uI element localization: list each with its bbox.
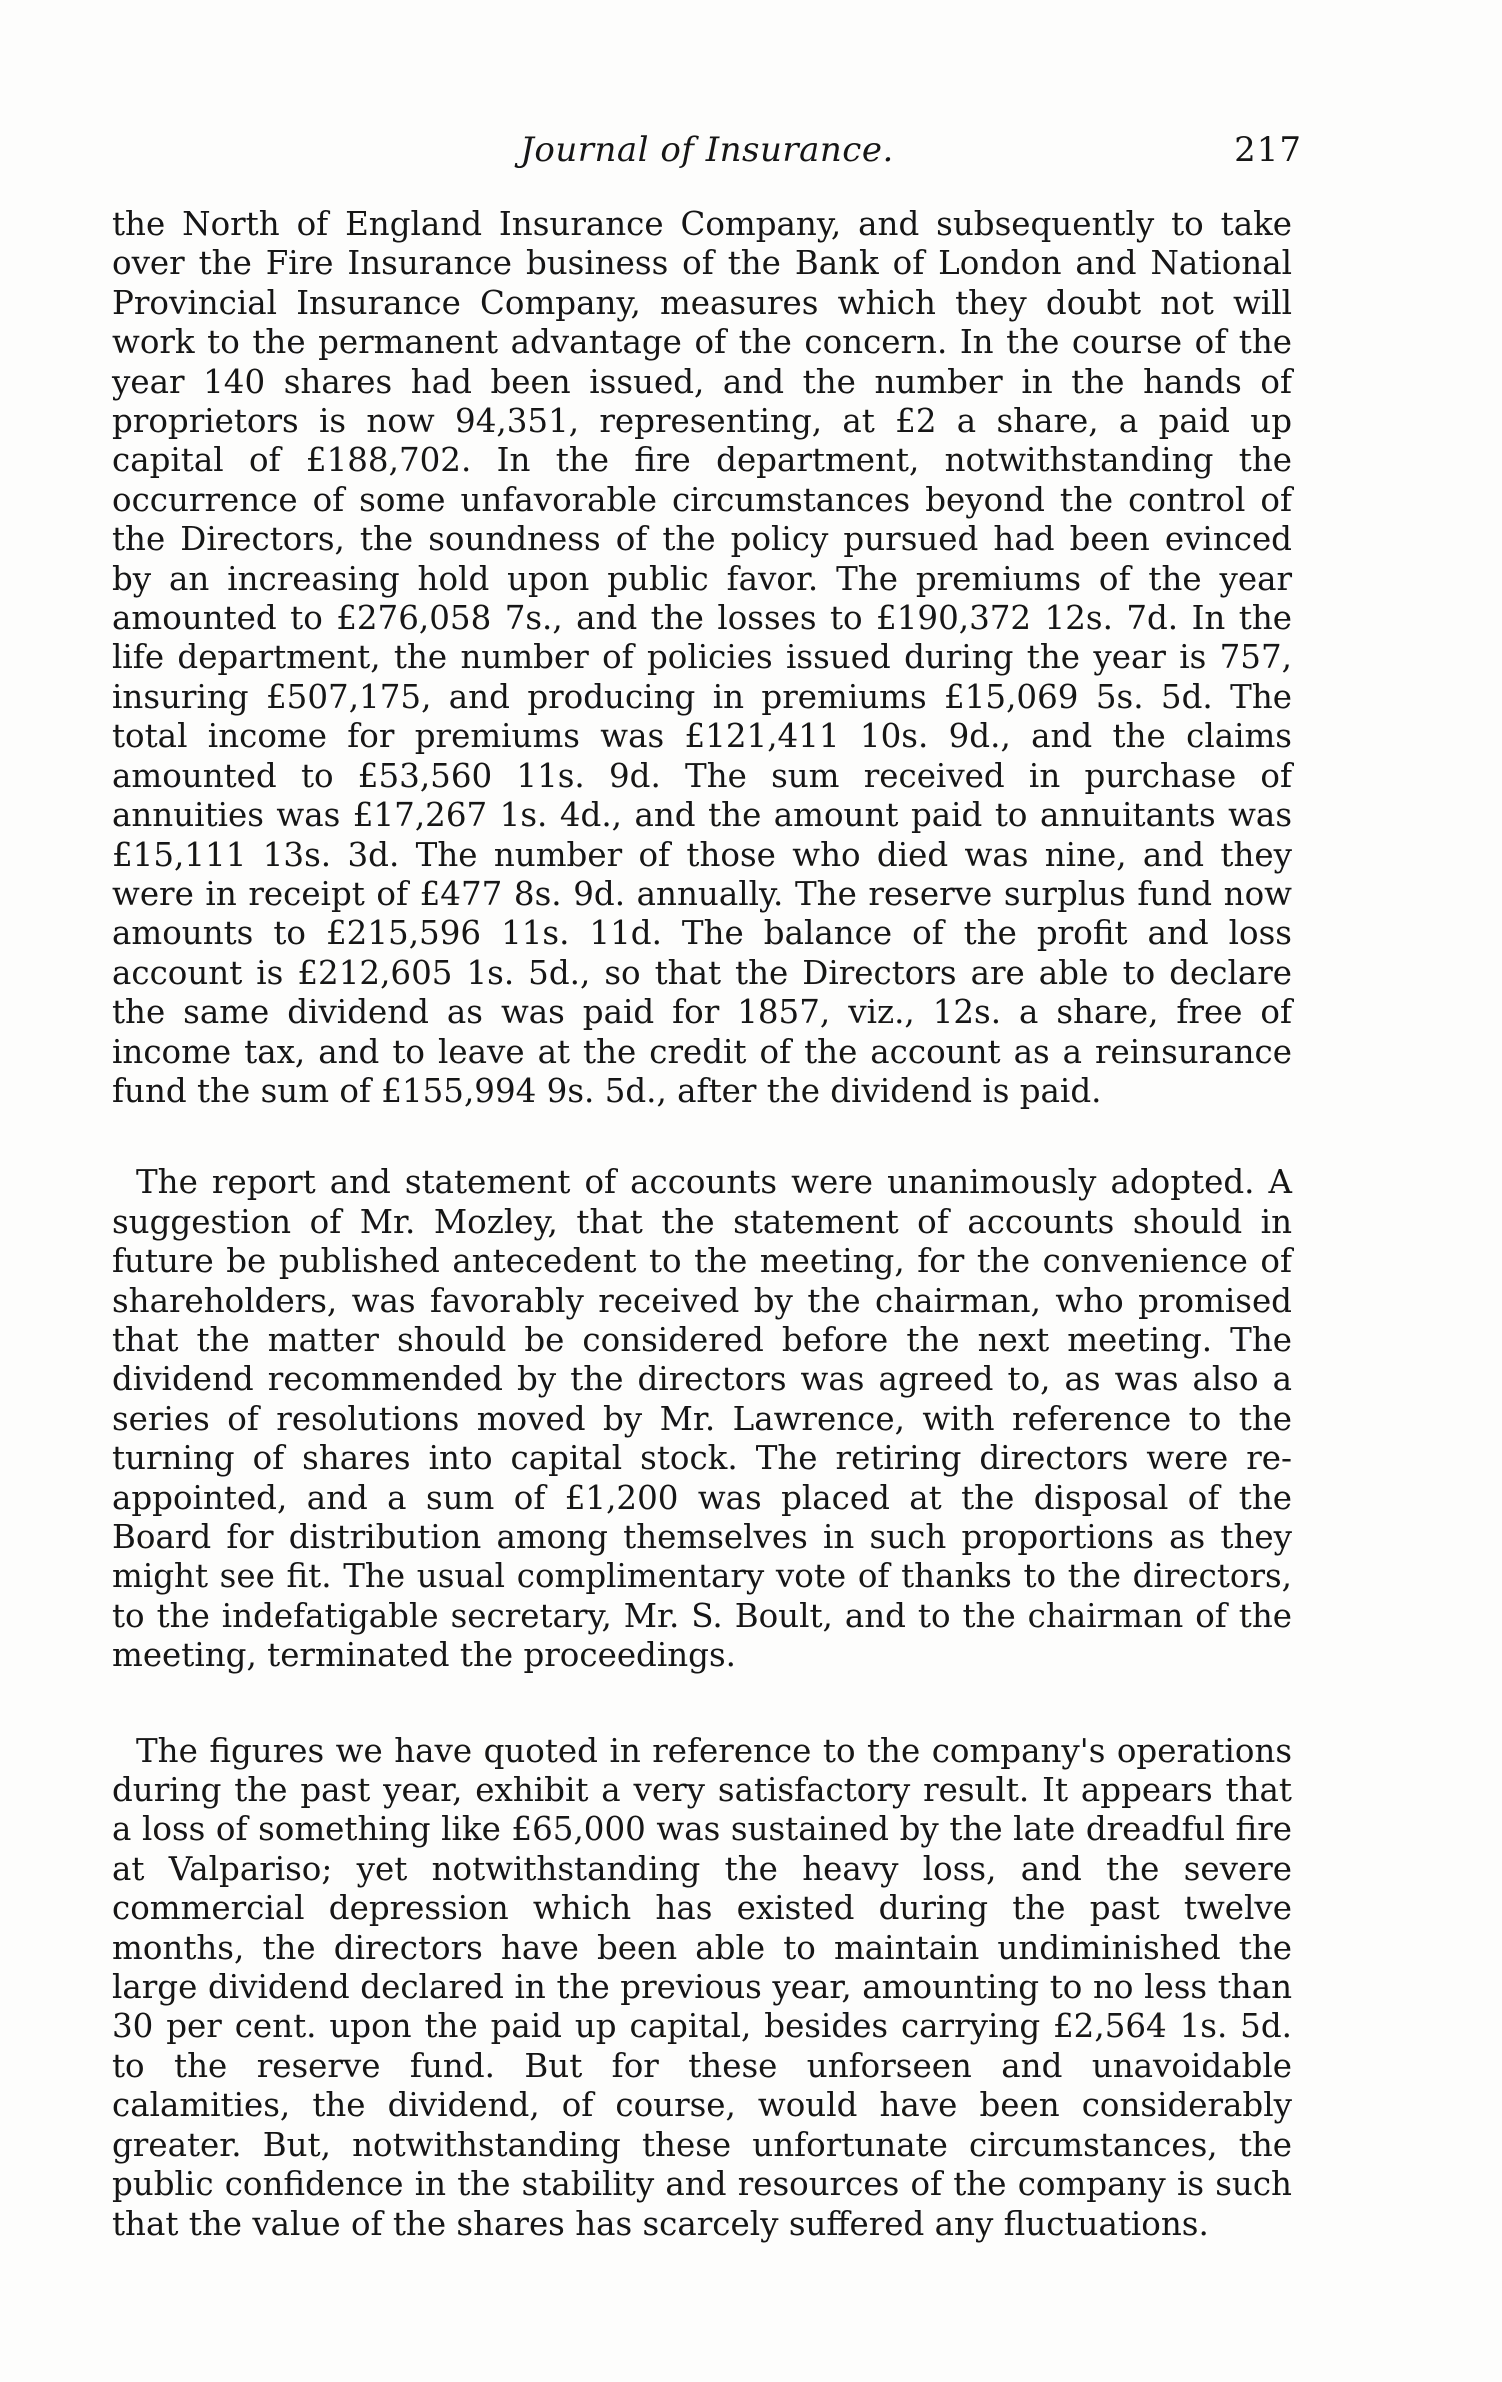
paragraph-report-continuation: the North of England Insurance Company, and subsequently to take over the Fire Insurance business of the Bank of London and National Provincial Insurance Company, measures which they doubt not will work to the permanent advantage of the concern. In the course of the year 140 shares had been issued, and the number in the hands of proprietors is now 94,351, representing, at £2 a share, a paid up capital of £188,702. In the fire department, notwithstanding the occurrence of some unfavorable circumstances beyond the control of the Directors, the soundness of the policy pursued had been evinced by an increasing hold upon public favor. The premiums of the year amounted to £276,058 7s., and the losses to £190,372 12s. 7d. In the life department, the number of policies issued during the year is 757, insuring £507,175, and producing in premiums £15,069 5s. 5d. The total income for premiums was £121,411 10s. 9d., and the claims amounted to £53,560 11s. 9d. The sum received in purchase of annuities was £17,267 1s. 4d., and the amount paid to annuitants was £15,111 13s. 3d. The number of those who died was nine, and they were in receipt of £477 8s. 9d. annually. The reserve surplus fund now amounts to £215,596 11s. 11d. The balance of the profit and loss account is £212,605 1s. 5d., so that the Directors are able to declare the same dividend as was paid for 1857, viz., 12s. a share, free of income tax, and to leave at the credit of the account as a reinsurance fund the sum of £155,994 9s. 5d., after the dividend is paid. (112, 205, 1292, 1110)
body-text (112, 205, 1292, 2244)
running-header (112, 130, 1302, 180)
running-title: Journal of Insurance. (520, 130, 894, 170)
paragraph-editorial-comment: The figures we have quoted in reference to the company's operations during the past year, exhibit a very satisfactory result. It appears that a loss of something like £65,000 was sustained by the late dreadful fire at Valpariso; yet notwithstanding the heavy loss, and the severe commercial depression which has existed during the past twelve months, the directors have been able to maintain undiminished the large dividend declared in the previous year, amounting to no less than 30 per cent. upon the paid up capital, besides carrying £2,564 1s. 5d. to the reserve fund. But for these unforseen and unavoidable calamities, the dividend, of course, would have been considerably greater. But, notwithstanding these unfortunate circumstances, the public confidence in the stability and resources of the company is such that the value of the shares has scarcely suffered any fluctuations. (112, 1731, 1292, 2243)
paragraph-meeting-proceedings: The report and statement of accounts were unanimously adopted. A suggestion of Mr. Mozley, that the statement of accounts should in future be published antecedent to the meeting, for the convenience of shareholders, was favorably received by the chairman, who promised that the matter should be considered before the next meeting. The dividend recommended by the directors was agreed to, as was also a series of resolutions moved by Mr. Lawrence, with reference to the turning of shares into capital stock. The retiring directors were re-appointed, and a sum of £1,200 was placed at the disposal of the Board for distribution among themselves in such proportions as they might see fit. The usual complimentary vote of thanks to the directors, to the indefatigable secretary, Mr. S. Boult, and to the chairman of the meeting, terminated the proceedings. (112, 1163, 1292, 1675)
page-number: 217 (1234, 130, 1302, 170)
